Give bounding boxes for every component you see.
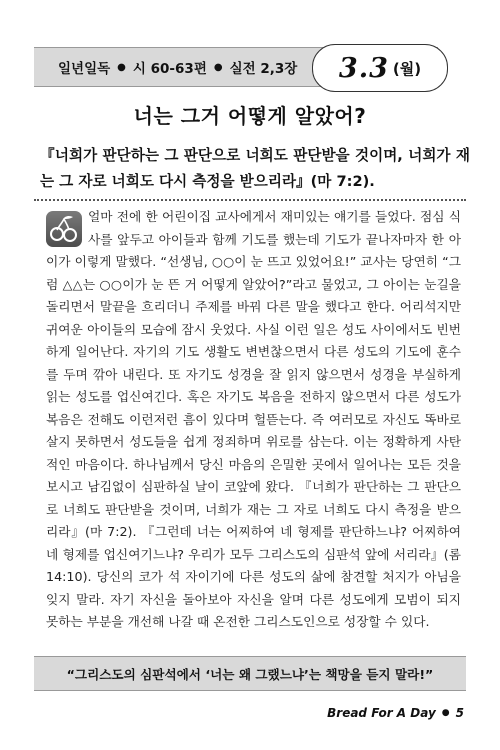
- bullet-icon: ●: [117, 61, 126, 73]
- plan-label: 일년일독: [58, 61, 111, 77]
- plan-reading: 시 60-63편: [132, 61, 207, 77]
- page-title: 너는 그거 어떻게 알았어?: [133, 104, 367, 128]
- date-number: 3.3: [338, 52, 389, 84]
- page-number: 5: [455, 706, 464, 720]
- body-paragraph: 얼마 전에 한 어린이집 교사에게서 재미있는 얘기를 들었다. 점심 식사를 앞두고 아이들과 함께 기도를 했는데 기도가 끝나자마자 한 아이가 이렇게 말했다. “선생님, ○○이 눈 뜨고 있었어요!” 교사는 당연히 “그럼 △△는 ○○이가 눈 뜬 거 어떻게 알았어?”라고 물었고, 그 아이는 눈길을 돌리면서 말끝을 흐리더니 주제를 바꿔 다른 말을 했다고 한다. 어리석지만 귀여운 아이들의 모습에 잠시 웃었다. 사실 이런 일은 성도 사이에서도 빈번하게 일어난다. 자기의 기도 생활도 변변찮으면서 다른 성도의 기도에 훈수를 두며 깎아 내린다. 또 자기도 성경을 잘 읽지 않으면서 성경을 부실하게 읽는 성도를 업신여긴다. 혹은 자기도 복음을 전하지 않으면서 다른 성도가 복음은 전해도 이런저런 흠이 있다며 헐뜯는다. 즉 여러모로 자신도 똑바로 살지 못하면서 성도들을 쉽게 정죄하며 위로를 삼는다. 이는 정확하게 사탄적인 마음이다. 하나님께서 당신 마음의 은밀한 곳에서 일어나는 모든 것을 보시고 남김없이 심판하실 날이 코앞에 왔다. 『너희가 판단하는 그 판단으로 너희도 판단받을 것이며, 너희가 재는 그 자로 너희도 다시 측정을 받으리라』(마 7:2). 『그런데 너는 어찌하여 네 형제를 판단하느냐? 어찌하여 네 형제를 업신여기느냐? 우리가 모두 그리스도의 심판석 앞에 서리라』(롬 14:10). 당신의 코가 석 자이기에 다른 성도의 삶에 참견할 처지가 아님을 잊지 말라. 자기 자신을 돌아보아 자신을 알며 다른 성도에게 모범이 되지 못하는 부분을 개선해 나갈 때 온전한 그리스도인으로 성장할 수 있다.: [46, 209, 462, 629]
- bullet-icon: ●: [441, 708, 450, 718]
- body-text: [46, 206, 461, 634]
- closing-quote-bar: [34, 656, 466, 691]
- closing-quote: “그리스도의 심판석에서 ‘너는 왜 그랬느냐’는 책망을 듣지 말라!”: [66, 667, 434, 682]
- key-verse: 『너희가 판단하는 그 판단으로 너희도 판단받을 것이며, 너희가 재는 그 자로 너희도 다시 측정을 받으리라』(마 7:2).: [40, 147, 470, 190]
- date-weekday: (월): [392, 59, 422, 78]
- bullet-icon: ●: [213, 61, 223, 73]
- date-badge: [312, 44, 448, 92]
- page-footer: [327, 706, 464, 720]
- plan-practice: 실전 2,3장: [229, 61, 298, 77]
- divider: [34, 199, 466, 201]
- book-title: Bread For A Day: [327, 706, 436, 720]
